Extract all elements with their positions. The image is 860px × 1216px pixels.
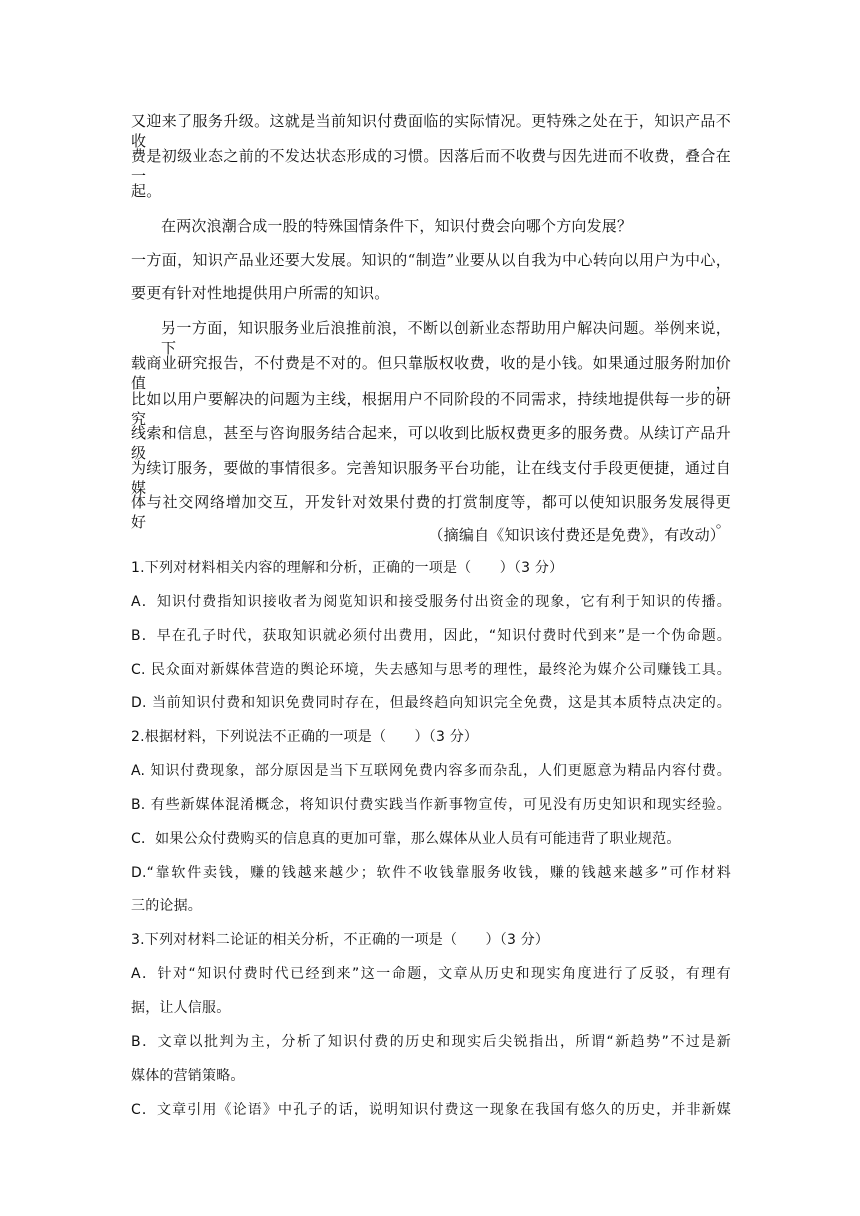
question-2-option-c: C．如果公众付费购买的信息真的更加可靠，那么媒体从业人员有可能违背了职业规范。	[131, 831, 681, 847]
question-3-stem: 3.下列对材料二论证的相关分析，不正确的一项是（ ）（3 分）	[131, 932, 550, 948]
paragraph-line: 载商业研究报告，不付费是不对的。但只靠版权收费，收的是小钱。如果通过服务附加价值，	[131, 354, 731, 392]
question-2-option-d: D.“靠软件卖钱，赚的钱越来越少；软件不收钱靠服务收钱，赚的钱越来越多”可作材料	[131, 865, 731, 881]
question-1-stem: 1.下列对材料相关内容的理解和分析，正确的一项是（ ）（3 分）	[131, 560, 564, 576]
paragraph-line: 线索和信息，甚至与咨询服务结合起来，可以收到比版权费更多的服务费。从续订产品升级	[131, 424, 731, 462]
question-1-option-c: C. 民众面对新媒体营造的舆论环境，失去感知与思考的理性，最终沦为媒介公司赚钱工具。	[131, 662, 731, 678]
question-3-option-a: A．针对“知识付费时代已经到来”这一命题，文章从历史和现实角度进行了反驳，有理有	[131, 966, 731, 982]
question-3-option-b-cont: 媒体的营销策略。	[131, 1068, 245, 1084]
question-3-option-c: C．文章引用《论语》中孔子的话，说明知识付费这一现象在我国有悠久的历史，并非新媒	[131, 1102, 731, 1118]
paragraph-line: 又迎来了服务升级。这就是当前知识付费面临的实际情况。更特殊之处在于，知识产品不收	[131, 112, 731, 150]
paragraph-line: 在两次浪潮合成一股的特殊国情条件下，知识付费会向哪个方向发展？	[161, 217, 633, 235]
question-2-stem: 2.根据材料，下列说法不正确的一项是（ ）（3 分）	[131, 729, 479, 745]
question-1-option-b: B．早在孔子时代，获取知识就必须付出费用，因此，“知识付费时代到来”是一个伪命题。	[131, 628, 731, 644]
question-3-option-a-cont: 据，让人信服。	[131, 1000, 231, 1016]
paragraph-line: 体与社交网络增加交互，开发针对效果付费的打赏制度等，都可以使知识服务发展得更好。	[131, 493, 731, 531]
question-3-option-b: B．文章以批判为主，分析了知识付费的历史和现实后尖锐指出，所谓“新趋势”不过是新	[131, 1034, 731, 1050]
question-1-option-a: A．知识付费指知识接收者为阅览知识和接受服务付出资金的现象，它有利于知识的传播。	[131, 594, 731, 610]
paragraph-line: 一方面，知识产品业还要大发展。知识的“制造”业要从以自我为中心转向以用户为中心，	[131, 251, 731, 269]
paragraph-line: 起。	[131, 182, 162, 200]
question-2-option-d-cont: 三的论据。	[131, 898, 202, 914]
paragraph-line: 比如以用户要解决的问题为主线，根据用户不同阶段的不同需求，持续地提供每一步的研究	[131, 390, 731, 428]
paragraph-line: 费是初级业态之前的不发达状态形成的习惯。因落后而不收费与因先进而不收费，叠合在一	[131, 147, 731, 185]
source-citation: （摘编自《知识该付费还是免费》，有改动）	[428, 526, 725, 544]
paragraph-line: 另一方面，知识服务业后浪推前浪，不断以创新业态帮助用户解决问题。举例来说，下	[161, 319, 731, 357]
paragraph-line: 要更有针对性地提供用户所需的知识。	[131, 284, 390, 302]
question-2-option-b: B. 有些新媒体混淆概念，将知识付费实践当作新事物宣传，可见没有历史知识和现实经验。	[131, 797, 731, 813]
question-1-option-d: D. 当前知识付费和知识免费同时存在，但最终趋向知识完全免费，这是其本质特点决定的。	[131, 695, 731, 711]
question-2-option-a: A. 知识付费现象，部分原因是当下互联网免费内容多而杂乱，人们更愿意为精品内容付费。	[131, 763, 731, 779]
paragraph-line: 为续订服务，要做的事情很多。完善知识服务平台功能，让在线支付手段更便捷，通过自媒	[131, 459, 731, 497]
